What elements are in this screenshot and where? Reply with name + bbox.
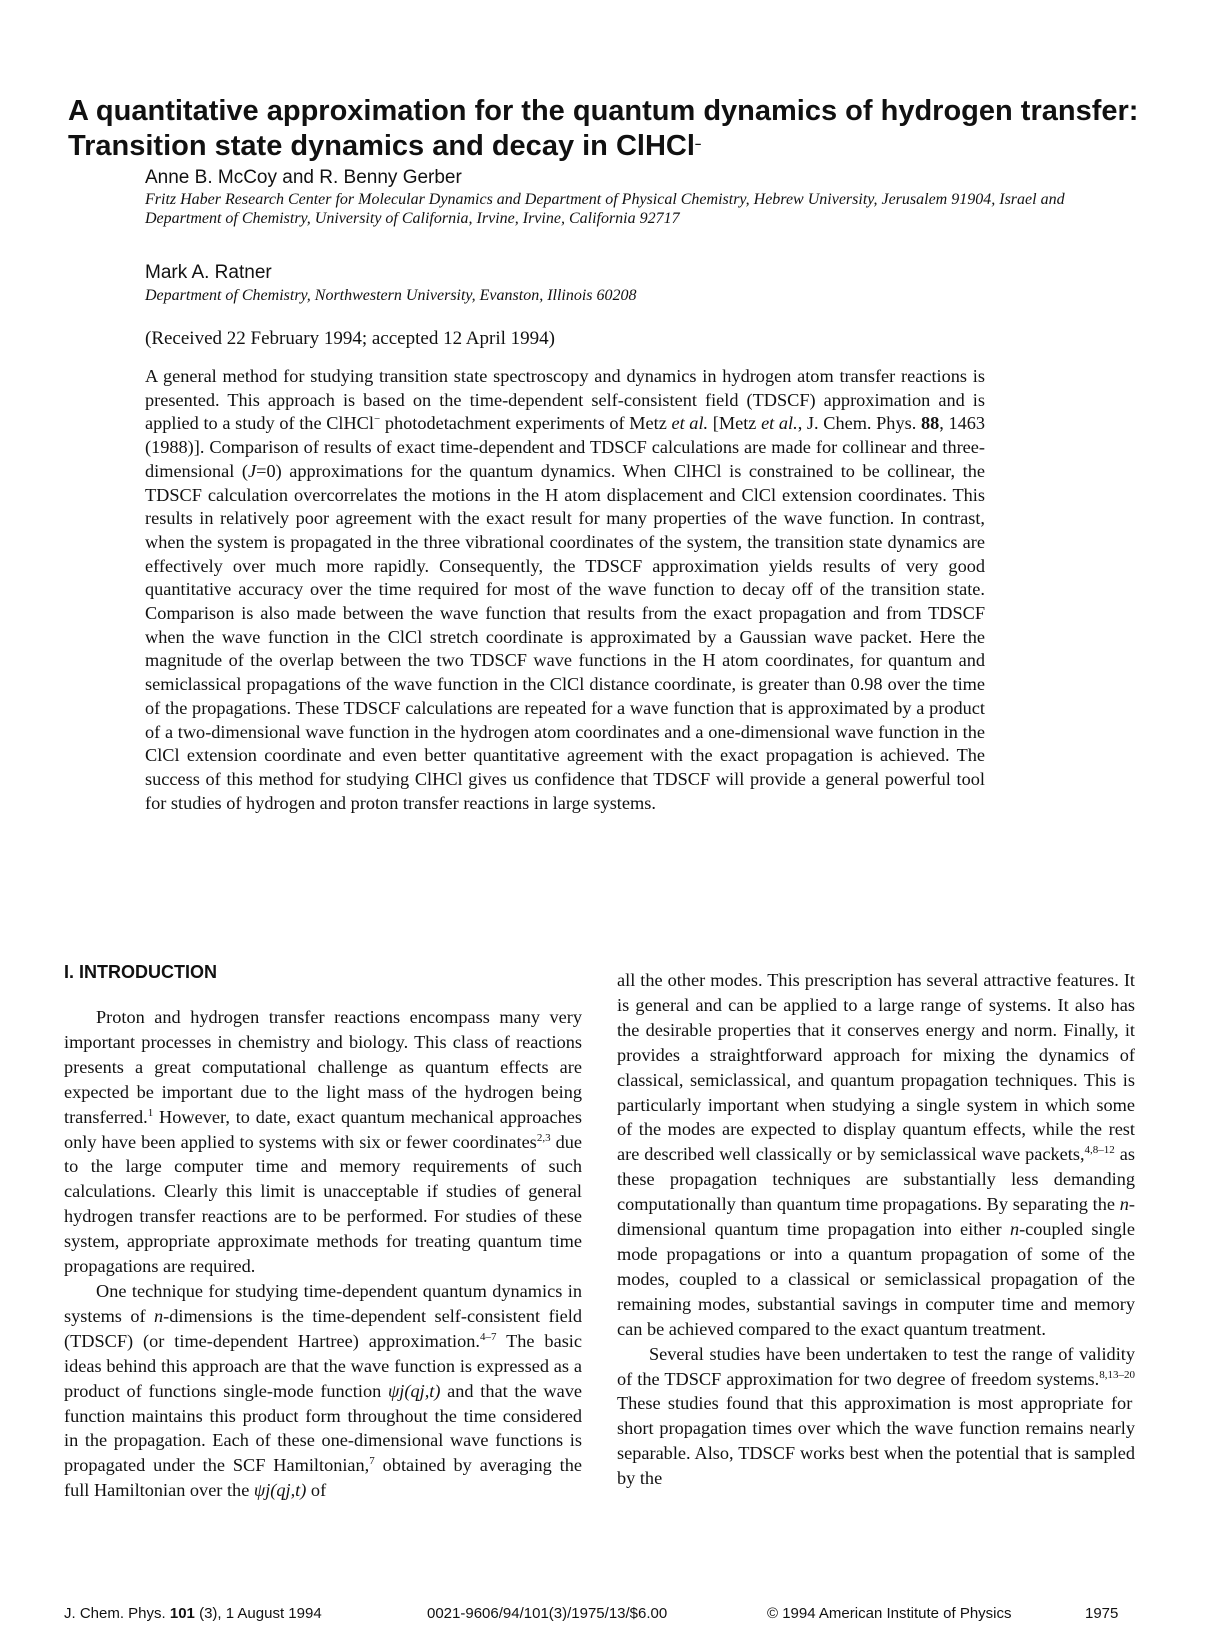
authors-primary: Anne B. McCoy and R. Benny Gerber <box>145 167 462 188</box>
citation-ref: 7 <box>369 1455 375 1468</box>
journal-citation: J. Chem. Phys. 101 (3), 1 August 1994 <box>64 1605 322 1622</box>
paragraph: Proton and hydrogen transfer reactions encompass many very important processes in chemistry and biology. This class of reactions presents a great computational challenge as quantum effects are expected be important due to the light mass of the hydrogen being transferred.$^1$ However, to date, exact quantum mechanical approaches only have been applied to systems with six or fewer coordinates$^{2,3}$ due to the large computer time and memory requirements of such calculations. Clearly this limit is unacceptable if studies of general hydrogen transfer reactions are to be performed. For studies of these system, appropriate approximate methods for treating quantum time propagations are required. <box>64 1007 582 1277</box>
copyright-notice: © 1994 American Institute of Physics <box>767 1605 1012 1622</box>
authors-secondary: Mark A. Ratner <box>145 262 272 283</box>
abstract: A general method for studying transition state spectroscopy and dynamics in hydrogen atom transfer reactions is presented. This approach is based on the time-dependent self-consistent field (TDSCF) approximation and is applied to a study of the ClHCl− photodetachment experiments of Metz et al. [Metz et al., J. Chem. Phys. 88, 1463 (1988)]. Comparison of results of exact time-dependent and TDSCF calculations are made for collinear and three-dimensional (J=0) approximations for the quantum dynamics. When ClHCl is constrained to be collinear, the TDSCF calculation overcorrelates the motions in the H atom displacement and ClCl extension coordinates. This results in relatively poor agreement with the exact result for many properties of the wave function. In contrast, when the system is propagated in the three vibrational coordinates of the system, the transition state dynamics are effectively over much more rapidly. Consequently, the TDSCF approximation yields results of very good quantitative accuracy over the time required for most of the wave function to decay off of the transition state. Comparison is also made between the wave function that results from the exact propagation and from TDSCF when the wave function in the ClCl stretch coordinate is approximated by a Gaussian wave packet. Here the magnitude of the overlap between the two TDSCF wave functions in the H atom coordinates, for quantum and semiclassical propagations of the wave function in the ClCl distance coordinate, is greater than 0.98 over the time of the propagations. These TDSCF calculations are repeated for a wave function that is approximated by a product of a two-dimensional wave function in the hydrogen atom coordinates and a one-dimensional wave function in the ClCl extension coordinate and even better quantitative agreement with the exact propagation is achieved. The success of this method for studying ClHCl gives us confidence that TDSCF will provide a general powerful tool for studies of hydrogen and proton transfer reactions in large systems. <box>145 366 985 813</box>
body-column-left <box>64 1005 582 1503</box>
affiliation-primary: Fritz Haber Research Center for Molecular Dynamics and Department of Physical Chemistry, Hebrew University, Jerusalem 91904, Israel and Department of Chemistry, University of California, Irvine, Irvine, California 92717 <box>145 191 1065 227</box>
citation-ref: 8,13–20 <box>1099 1368 1135 1381</box>
citation-ref: 4–7 <box>479 1330 497 1343</box>
page-number: 1975 <box>1085 1605 1119 1622</box>
inline-formula: ψj(qj,t) <box>387 1380 441 1401</box>
citation-ref: 1 <box>147 1106 154 1119</box>
paragraph: all the other modes. This prescription has several attractive features. It is general and can be applied to a large range of systems. It also has the desirable properties that it conserves energy and norm. Finally, it provides a straightforward approach for mixing the dynamics of classical, semiclassical, and quantum propagation techniques. This is particularly important when studying a single system in which some of the modes are expected to display quantum effects, while the rest are described well classically or by semiclassical wave packets,$^{4,8-12}$ as these propagation techniques are substantially less demanding computationally than quantum time propagations. By separating the n-dimensional quantum time propagation into either n-coupled single mode propagations or into a quantum propagation of some of the modes, coupled to a classical or semiclassical propagation of the remaining modes, substantial savings in computer time and memory can be achieved compared to the exact quantum treatment. <box>617 970 1135 1339</box>
title-charge: − <box>694 139 702 151</box>
paper-title: A quantitative approximation for the quantum dynamics of hydrogen transfer: Transition state dynamics and decay in ClHCl− <box>68 95 1139 162</box>
section-heading-introduction: I. INTRODUCTION <box>64 962 217 982</box>
affiliation-secondary: Department of Chemistry, Northwestern University, Evanston, Illinois 60208 <box>145 287 637 304</box>
paragraph: Several studies have been undertaken to test the range of validity of the TDSCF approximation for two degree of freedom systems.$^{8,13-20}$ These studies found that this approximation is most appropriate for short propagation times over which the wave function remains nearly separable. Also, TDSCF works best when the potential that is sampled by the <box>617 1343 1135 1489</box>
body-column-right <box>617 968 1135 1491</box>
article-code: 0021-9606/94/101(3)/1975/13/$6.00 <box>427 1605 668 1622</box>
received-dates: (Received 22 February 1994; accepted 12 April 1994) <box>145 328 555 349</box>
citation-ref: 2,3 <box>536 1131 551 1144</box>
inline-formula: ψj(qj,t) <box>253 1480 307 1501</box>
citation-ref: 4,8–12 <box>1084 1144 1115 1157</box>
paragraph: One technique for studying time-dependent quantum dynamics in systems of n-dimensions is the time-dependent self-consistent field (TDSCF) (or time-dependent Hartree) approximation.$^{4-7}$ The basic ideas behind this approach are that the wave function is expressed as a product of functions single-mode function ψj(qj,t) and that the wave function maintains this product form throughout the time considered in the propagation. Each of these one-dimensional wave functions is propagated under the SCF Hamiltonian,$^7$ obtained by averaging the full Hamiltonian over the ψj(qj,t) of <box>64 1280 583 1501</box>
